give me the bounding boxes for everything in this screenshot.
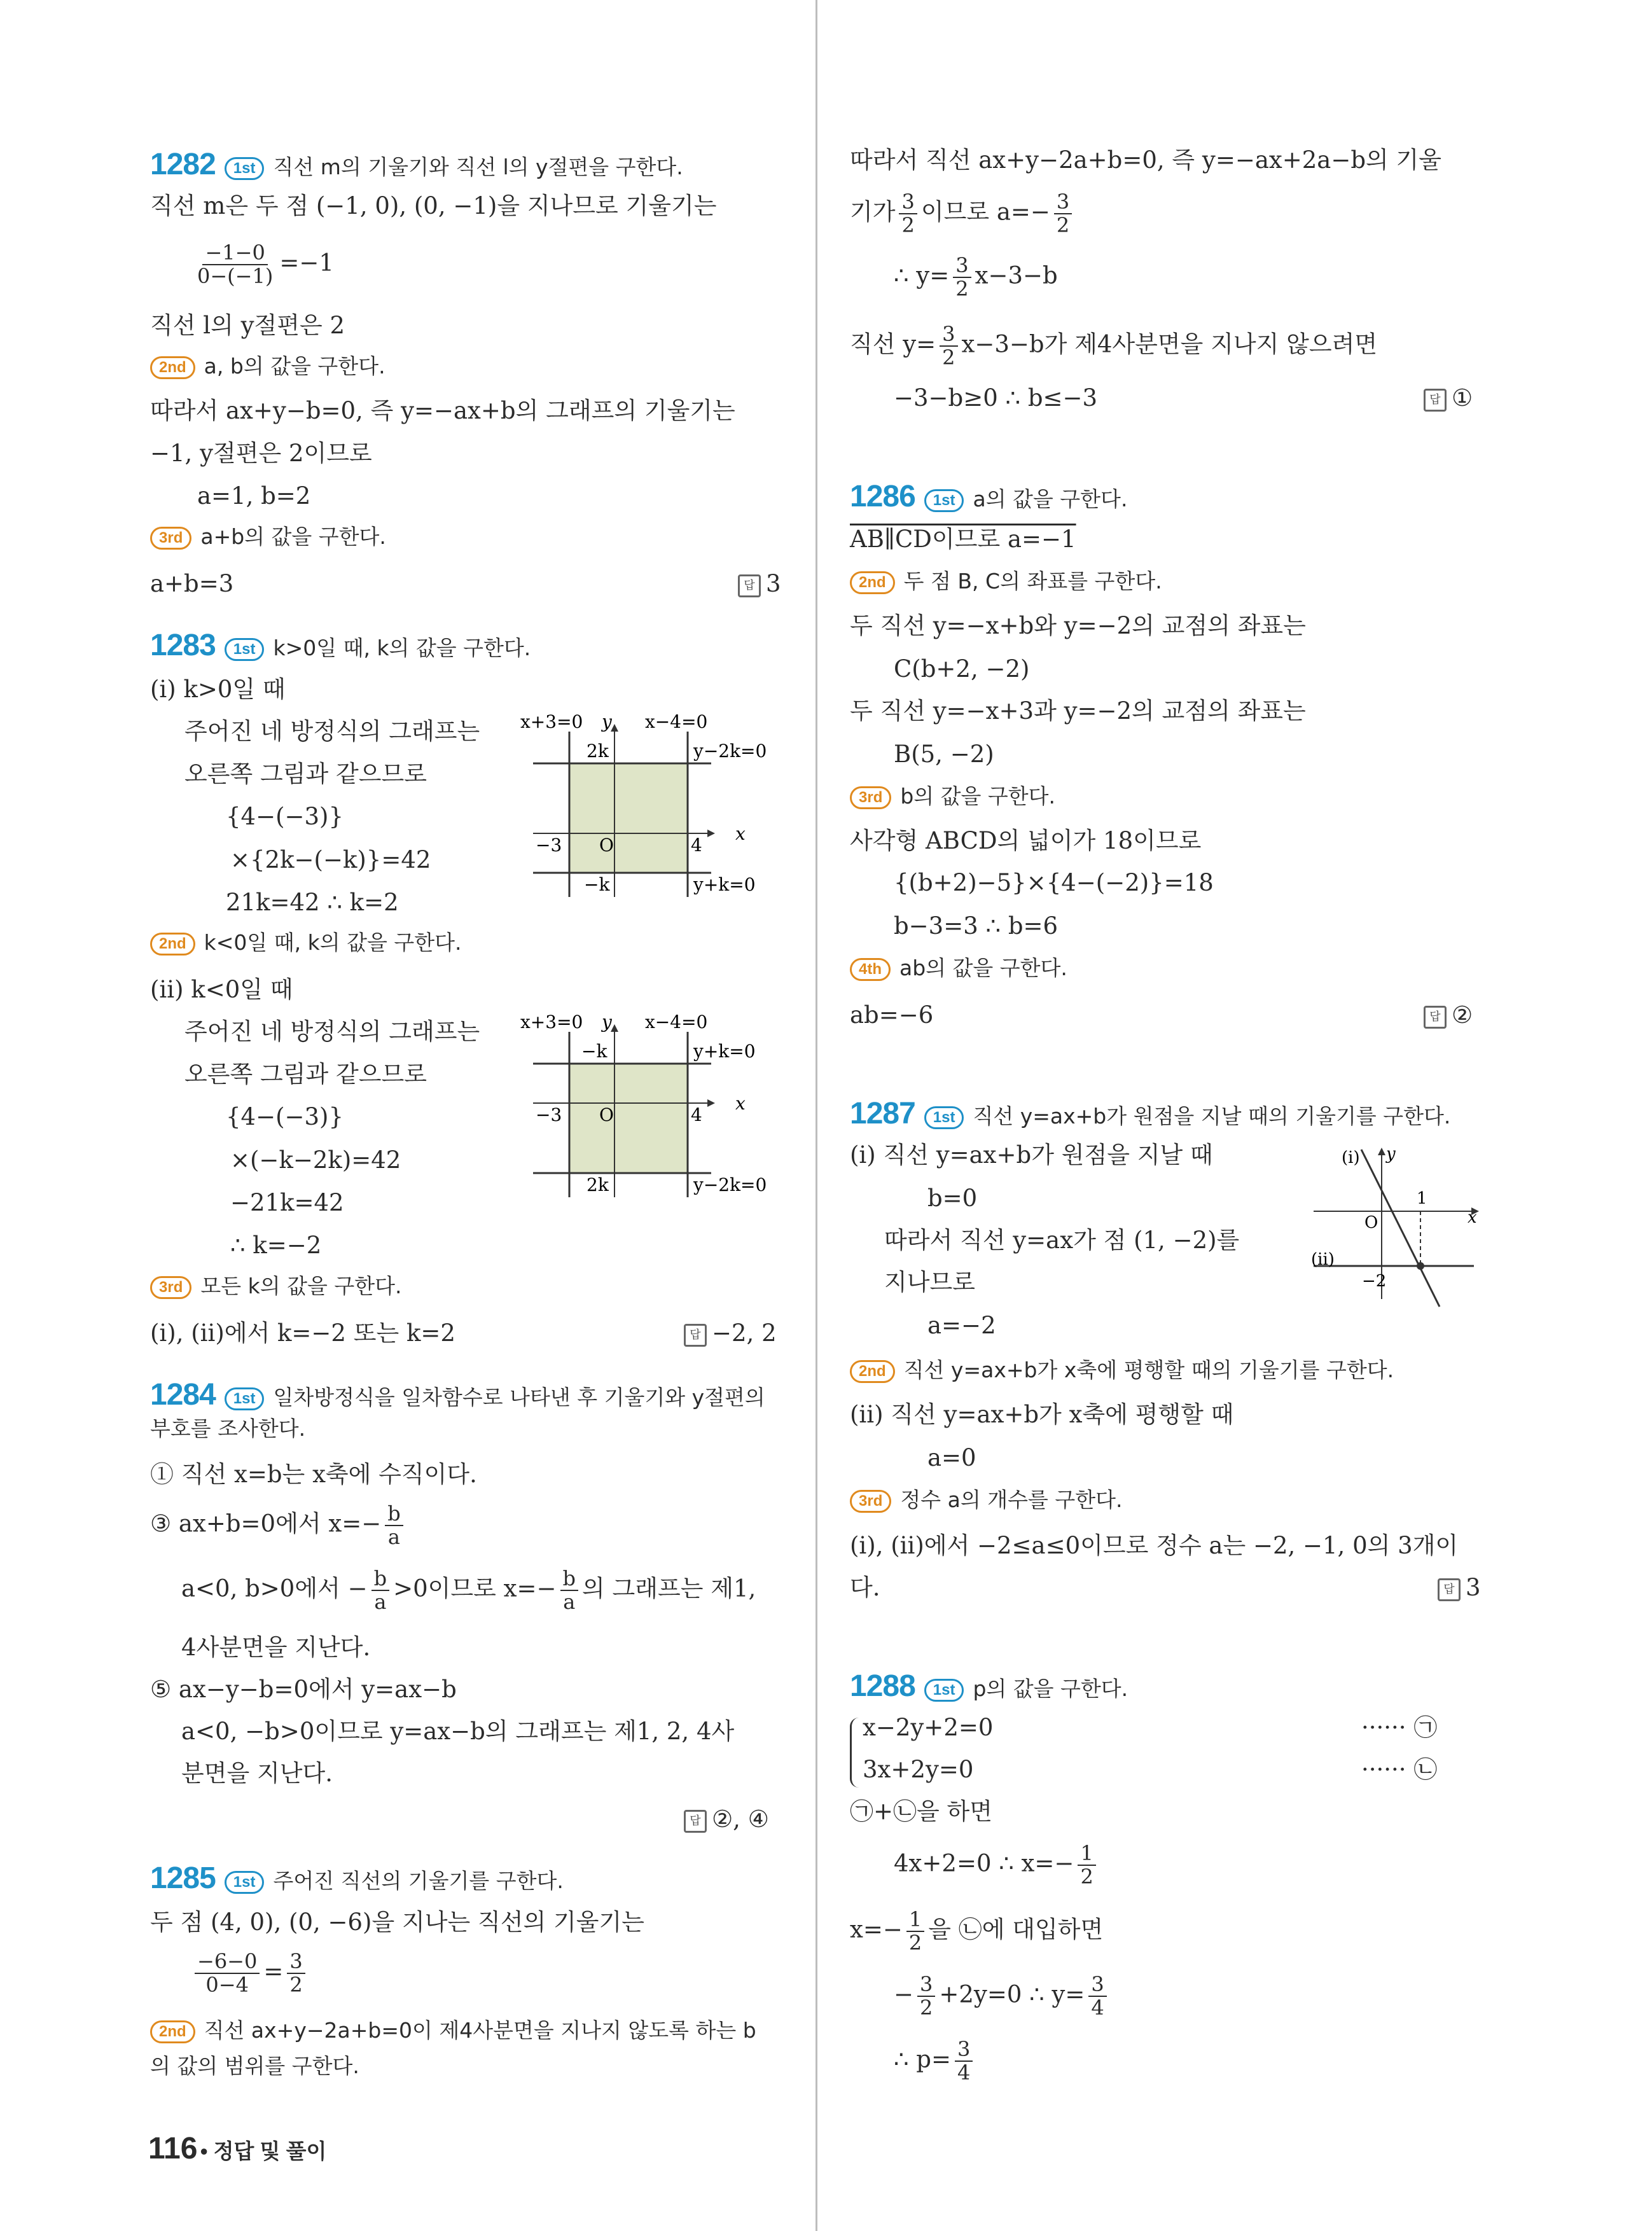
text-line: 직선 m은 두 점 (−1, 0), (0, −1)을 지나므로 기울기는	[150, 192, 717, 219]
problem-1287-header	[850, 1095, 1450, 1132]
math-line	[191, 1950, 309, 1996]
numerator: 3	[1054, 191, 1072, 214]
step-title-cont: 부호를 조사한다.	[150, 1416, 306, 1441]
label-minus3: −3	[536, 835, 562, 856]
label-4: 4	[691, 1104, 702, 1125]
step-title: p의 값을 구한다.	[973, 1676, 1128, 1701]
math-text: +2y=0 ∴ y=	[939, 1980, 1085, 2008]
step-title: a의 값을 구한다.	[973, 487, 1128, 511]
fraction	[917, 1973, 935, 2019]
text-line: 분면을 지난다.	[181, 1760, 333, 1787]
numerator: −6−0	[195, 1950, 260, 1974]
math-line: ×{2k−(−k)}=42	[230, 846, 431, 873]
numerator: 1	[906, 1908, 924, 1932]
math-text: 이므로 a=−	[920, 198, 1050, 226]
denominator: 4	[957, 2061, 971, 2085]
answer	[1438, 1574, 1481, 1601]
step-badge: 1st	[924, 1679, 964, 1702]
denominator: 0−(−1)	[197, 264, 274, 289]
denominator: 2	[908, 1931, 922, 1956]
label-1: 1	[1417, 1189, 1427, 1208]
step-badge: 1st	[225, 638, 265, 661]
text-line: 주어진 네 방정식의 그래프는	[184, 718, 480, 745]
label-top-line: y+k=0	[693, 1041, 756, 1062]
answer-value: ①	[1452, 384, 1473, 412]
answer-value: ②, ④	[712, 1805, 769, 1833]
step-badge: 1st	[924, 1106, 964, 1129]
step-title: k>0일 때, k의 값을 구한다.	[273, 636, 531, 660]
x-axis-arrow	[707, 1099, 715, 1107]
text-line: 4사분면을 지난다.	[181, 1634, 371, 1661]
step-badge: 2nd	[850, 1360, 895, 1383]
numerator: 3	[955, 2038, 973, 2062]
math-line: {4−(−3)}	[226, 803, 344, 830]
point-1-minus2	[1417, 1262, 1424, 1270]
answer-icon: 답	[738, 574, 761, 597]
step-line	[150, 354, 385, 379]
answer	[1424, 1001, 1473, 1029]
problem-number: 1286	[850, 480, 915, 513]
graph-1287	[1307, 1140, 1492, 1318]
math-text: ③ ax+b=0에서 x=−	[150, 1510, 382, 1538]
math-line: ∴ k=−2	[230, 1232, 322, 1259]
step-title: a, b의 값을 구한다.	[204, 354, 385, 379]
numerator: b	[371, 1567, 389, 1591]
step-badge: 2nd	[150, 933, 195, 956]
fraction	[906, 1908, 924, 1954]
math-text: >0이므로 x=−	[393, 1574, 557, 1602]
label-2k: 2k	[587, 740, 609, 761]
denominator: 2	[955, 277, 969, 302]
math-text: a<0, b>0에서 −	[181, 1574, 368, 1602]
label-minus-k: −k	[584, 874, 610, 895]
answer-value: 3	[766, 570, 781, 597]
math-line	[850, 191, 1076, 237]
page-footer	[148, 2131, 326, 2166]
step-badge: 2nd	[850, 571, 895, 594]
answer	[1424, 384, 1473, 412]
text-line: 두 직선 y=−x+3과 y=−2의 교점의 좌표는	[850, 697, 1306, 725]
text-line: 따라서 직선 ax+y−2a+b=0, 즉 y=−ax+2a−b의 기울	[850, 146, 1442, 174]
step-badge: 1st	[225, 157, 265, 180]
label-4: 4	[691, 835, 702, 856]
fraction	[385, 1503, 403, 1548]
fraction	[953, 254, 971, 300]
equation-2: 3x+2y=0	[863, 1756, 974, 1783]
denominator: 2	[1056, 213, 1070, 238]
math-line: 21k=42 ∴ k=2	[226, 889, 399, 916]
step-badge: 3rd	[150, 1276, 191, 1299]
fraction	[1078, 1842, 1095, 1888]
text-line: 두 점 (4, 0), (0, −6)을 지나는 직선의 기울기는	[150, 1908, 644, 1936]
problem-number: 1284	[150, 1378, 216, 1412]
text-line: (i) k>0일 때	[150, 676, 286, 703]
problem-1285-header	[150, 1860, 564, 1897]
text-line: 오른쪽 그림과 같으므로	[184, 760, 427, 788]
math-line	[191, 242, 334, 288]
text-line: 직선 l의 y절편은 2	[150, 312, 345, 339]
numerator: 3	[899, 191, 917, 214]
math-line: B(5, −2)	[894, 740, 994, 768]
label-top-line: y−2k=0	[693, 740, 767, 761]
step-title: 일차방정식을 일차함수로 나타낸 후 기울기와 y절편의	[273, 1385, 765, 1410]
step-title: 직선 m의 기울기와 직선 l의 y절편을 구한다.	[273, 155, 683, 179]
math-line: −21k=42	[230, 1189, 344, 1216]
numerator: 3	[940, 323, 957, 347]
step-line	[850, 956, 1067, 981]
label-minus3: −3	[536, 1104, 562, 1125]
math-line: {4−(−3)}	[226, 1103, 344, 1130]
math-line: (i), (ii)에서 k=−2 또는 k=2	[150, 1319, 455, 1347]
fraction	[899, 191, 917, 237]
label-origin: O	[1364, 1213, 1378, 1232]
numerator: 3	[917, 1973, 935, 1997]
text-line: 오른쪽 그림과 같으므로	[184, 1060, 427, 1088]
answer	[684, 1319, 777, 1347]
step-line	[850, 1358, 1394, 1383]
step-line	[150, 524, 386, 550]
answer-icon: 답	[1424, 1006, 1447, 1029]
step-title: 직선 y=ax+b가 원점을 지날 때의 기울기를 구한다.	[973, 1104, 1451, 1129]
math-text: 4x+2=0 ∴ x=−	[894, 1849, 1074, 1877]
step-badge: 1st	[225, 1871, 265, 1894]
step-badge: 3rd	[150, 527, 191, 550]
numerator: 3	[287, 1950, 305, 1974]
label-line2: x−4=0	[645, 712, 708, 732]
fraction	[287, 1950, 305, 1996]
answer-icon: 답	[1424, 389, 1447, 412]
text-line: 사각형 ABCD의 넓이가 18이므로	[850, 827, 1202, 854]
math-text: 을 ㉡에 대입하면	[928, 1915, 1104, 1943]
fraction	[195, 1950, 260, 1996]
label-origin: O	[599, 835, 614, 856]
step-line	[150, 2018, 756, 2043]
fraction	[955, 2038, 973, 2084]
math-line	[894, 254, 1058, 300]
math-line: {(b+2)−5}×{4−(−2)}=18	[894, 869, 1214, 896]
math-line: a+b=3	[150, 570, 234, 597]
step-title: 직선 y=ax+b가 x축에 평행할 때의 기울기를 구한다.	[903, 1358, 1394, 1382]
step-badge: 3rd	[850, 1490, 891, 1513]
problem-number: 1282	[150, 148, 216, 181]
answer-icon: 답	[1438, 1578, 1461, 1601]
math-line: C(b+2, −2)	[894, 655, 1030, 683]
math-line	[894, 2038, 976, 2084]
math-line	[894, 1973, 1111, 2019]
text-line: ㉠+㉡을 하면	[850, 1798, 992, 1825]
math-text: x−3−b	[975, 261, 1058, 289]
label-line2: x−4=0	[645, 1013, 708, 1032]
step-line	[850, 1487, 1122, 1513]
fraction	[1088, 1973, 1106, 2019]
denominator: 0−4	[205, 1973, 249, 1998]
numerator: b	[560, 1567, 578, 1591]
problem-1288-header	[850, 1668, 1128, 1705]
numerator: 3	[1088, 1973, 1106, 1997]
text-line: −1, y절편은 2이므로	[150, 440, 372, 467]
math-line: ×(−k−2k)=42	[230, 1146, 401, 1174]
label-y: y	[602, 712, 612, 732]
label-x: x	[1468, 1208, 1477, 1227]
step-badge: 3rd	[850, 786, 891, 809]
label-minus2: −2	[1362, 1272, 1387, 1291]
denominator: 2	[942, 345, 955, 370]
x-axis-arrow	[707, 830, 715, 837]
step-title: 두 점 B, C의 좌표를 구한다.	[903, 569, 1162, 594]
label-y: y	[1386, 1144, 1396, 1164]
equation-1-marker: ······ ㉠	[1361, 1714, 1438, 1741]
math-line: b=0	[927, 1185, 978, 1212]
label-y: y	[602, 1013, 612, 1032]
math-text: x=−	[850, 1915, 903, 1943]
problem-number: 1285	[150, 1861, 216, 1895]
step-title: k<0일 때, k의 값을 구한다.	[204, 930, 462, 955]
step-badge: 1st	[924, 489, 964, 512]
step-line	[850, 784, 1055, 809]
denominator: 2	[1080, 1865, 1093, 1889]
problem-1284-header	[150, 1377, 765, 1414]
answer	[684, 1805, 769, 1833]
label-2k: 2k	[587, 1174, 609, 1195]
text-line: (ii) k<0일 때	[150, 976, 293, 1003]
label-line1: x+3=0	[520, 1013, 583, 1032]
system-brace	[850, 1718, 859, 1788]
label-bottom-line: y−2k=0	[693, 1174, 767, 1195]
numerator: 1	[1078, 1842, 1095, 1866]
step-title: 주어진 직선의 기울기를 구한다.	[273, 1868, 564, 1893]
text-line: 따라서 ax+y−b=0, 즉 y=−ax+b의 그래프의 기울기는	[150, 397, 735, 424]
math-line	[181, 1567, 756, 1613]
column-divider	[816, 0, 817, 2231]
math-line: a=−2	[927, 1312, 996, 1339]
math-text: −	[894, 1980, 914, 2008]
graph-k-positive	[520, 712, 788, 903]
math-line: ab=−6	[850, 1001, 934, 1029]
step-title: ab의 값을 구한다.	[899, 956, 1067, 980]
math-text: x−3−b가 제4사분면을 지나지 않으려면	[961, 330, 1378, 358]
math-line: a=1, b=2	[197, 482, 311, 510]
step-title: 모든 k의 값을 구한다.	[200, 1274, 402, 1298]
text-line: 다.	[850, 1574, 880, 1601]
denominator: 2	[289, 1973, 303, 1998]
math-text: ∴ p=	[894, 2045, 951, 2073]
numerator: −1−0	[202, 242, 267, 265]
denominator: 2	[920, 1996, 933, 2020]
problem-number: 1288	[850, 1669, 915, 1703]
shaded-rectangle	[569, 763, 688, 873]
text-line: (ii) 직선 y=ax+b가 x축에 평행할 때	[850, 1401, 1234, 1428]
problem-1283-header	[150, 627, 531, 664]
step-title-cont: 의 값의 범위를 구한다.	[150, 2054, 359, 2078]
y-axis-arrow	[1378, 1148, 1385, 1155]
answer-value: ②	[1452, 1001, 1473, 1029]
math-line	[894, 1842, 1100, 1888]
label-line1: x+3=0	[520, 712, 583, 732]
page-number: 116	[148, 2132, 198, 2165]
numerator: 3	[953, 254, 971, 278]
denominator: a	[374, 1590, 387, 1615]
answer-value: 3	[1466, 1574, 1481, 1601]
text-line: 주어진 네 방정식의 그래프는	[184, 1018, 480, 1045]
step-badge: 1st	[225, 1387, 265, 1410]
fraction	[195, 242, 275, 288]
problem-1282-header	[150, 146, 683, 183]
denominator: a	[563, 1590, 576, 1615]
answer	[738, 570, 781, 597]
math-line	[850, 1908, 1103, 1954]
problem-1286-header	[850, 478, 1127, 515]
step-line	[850, 569, 1162, 594]
fraction	[1054, 191, 1072, 237]
math-text: 의 그래프는 제1,	[581, 1574, 756, 1602]
math-line: ⑤ ax−y−b=0에서 y=ax−b	[150, 1676, 457, 1703]
equation-2-marker: ······ ㉡	[1361, 1756, 1438, 1783]
fraction	[371, 1567, 389, 1613]
label-i: (i)	[1342, 1148, 1360, 1167]
math-text: 기가	[850, 198, 896, 226]
label-bottom-line: y+k=0	[693, 874, 756, 895]
denominator: 2	[901, 213, 915, 238]
step-title: 정수 a의 개수를 구한다.	[900, 1487, 1123, 1512]
text-line: 두 직선 y=−x+b와 y=−2의 교점의 좌표는	[850, 612, 1306, 639]
step-title: b의 값을 구한다.	[900, 784, 1056, 809]
math-text: 직선 y=	[850, 330, 936, 358]
denominator: a	[387, 1525, 400, 1550]
math-line: a=0	[927, 1444, 976, 1471]
text-line: 지나므로	[884, 1268, 975, 1296]
math-line: −3−b≥0 ∴ b≤−3	[894, 384, 1098, 412]
step-title: 직선 ax+y−2a+b=0이 제4사분면을 지나지 않도록 하는 b	[204, 2018, 756, 2043]
step-badge: 4th	[850, 958, 891, 981]
label-x: x	[735, 1093, 746, 1114]
numerator: b	[385, 1503, 403, 1526]
math-line: AB∥CD이므로 a=−1	[850, 525, 1076, 553]
step-line	[150, 1274, 401, 1299]
answer-value: −2, 2	[712, 1319, 777, 1347]
equation-1: x−2y+2=0	[863, 1714, 994, 1741]
label-origin: O	[599, 1104, 614, 1125]
label-x: x	[735, 823, 746, 844]
step-badge: 2nd	[150, 2020, 195, 2043]
step-line	[150, 930, 462, 956]
problem-number: 1283	[150, 629, 216, 662]
step-badge: 2nd	[150, 356, 195, 379]
math-line: b−3=3 ∴ b=6	[894, 912, 1059, 940]
text-line: a<0, −b>0이므로 y=ax−b의 그래프는 제1, 2, 4사	[181, 1718, 735, 1745]
answer-icon: 답	[684, 1324, 707, 1347]
math-line	[150, 1503, 407, 1548]
text-line: 따라서 직선 y=ax가 점 (1, −2)를	[884, 1227, 1240, 1254]
denominator: 4	[1091, 1996, 1104, 2020]
answer-icon: 답	[684, 1810, 707, 1833]
step-title: a+b의 값을 구한다.	[200, 524, 386, 549]
math-text: =	[263, 1957, 284, 1985]
text-line: (i) 직선 y=ax+b가 원점을 지날 때	[850, 1141, 1213, 1169]
problem-number: 1287	[850, 1097, 915, 1130]
fraction	[940, 323, 957, 369]
math-line	[850, 323, 1377, 369]
text-line: ① 직선 x=b는 x축에 수직이다.	[150, 1461, 477, 1488]
graph-k-negative	[520, 1013, 788, 1204]
label-minus-k: −k	[581, 1041, 607, 1062]
shaded-rectangle	[569, 1064, 688, 1173]
label-ii: (ii)	[1311, 1250, 1335, 1269]
math-text: =−1	[279, 249, 334, 277]
text-line: (i), (ii)에서 −2≤a≤0이므로 정수 a는 −2, −1, 0의 3개이	[850, 1532, 1459, 1559]
math-text: ∴ y=	[894, 261, 950, 289]
footer-label: • 정답 및 풀이	[200, 2139, 327, 2163]
fraction	[560, 1567, 578, 1613]
